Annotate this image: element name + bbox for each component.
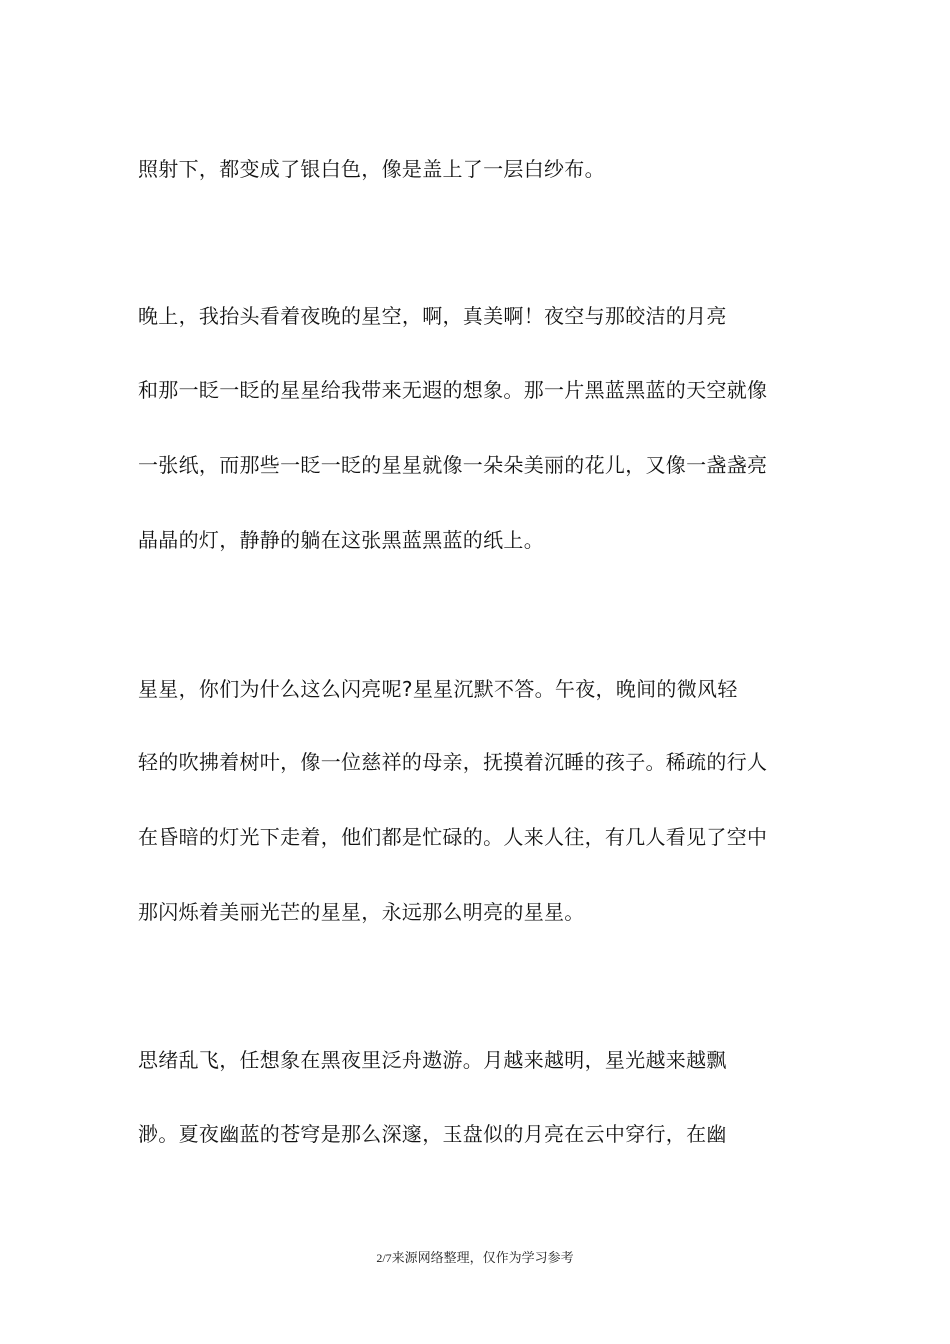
- text-line: 晚上，我抬头看着夜晚的星空，啊，真美啊！夜空与那皎洁的月亮: [138, 304, 727, 328]
- text-line: 和那一眨一眨的星星给我带来无遐的想象。那一片黑蓝黑蓝的天空就像: [138, 378, 768, 402]
- text-line: 渺。夏夜幽蓝的苍穹是那么深邃，玉盘似的月亮在云中穿行，在幽: [138, 1122, 727, 1146]
- text-line: 思绪乱飞，任想象在黑夜里泛舟遨游。月越来越明，星光越来越飘: [138, 1048, 727, 1072]
- page-number: 2/7: [376, 1251, 392, 1265]
- page-footer: [0, 1250, 950, 1267]
- text-line: 一张纸，而那些一眨一眨的星星就像一朵朵美丽的花儿，又像一盏盏亮: [138, 453, 768, 477]
- text-line: 星星，你们为什么这么闪亮呢?星星沉默不答。午夜，晚间的微风轻: [138, 677, 738, 701]
- text-line: 轻的吹拂着树叶，像一位慈祥的母亲，抚摸着沉睡的孩子。稀疏的行人: [138, 750, 768, 774]
- source-note: 来源网络整理，仅作为学习参考: [391, 1251, 574, 1266]
- text-line: 晶晶的灯，静静的躺在这张黑蓝黑蓝的纸上。: [138, 528, 544, 552]
- text-line: 在昏暗的灯光下走着，他们都是忙碌的。人来人往，有几人看见了空中: [138, 825, 768, 849]
- text-line: 照射下，都变成了银白色，像是盖上了一层白纱布。: [138, 157, 605, 181]
- text-line: 那闪烁着美丽光芒的星星，永远那么明亮的星星。: [138, 900, 585, 924]
